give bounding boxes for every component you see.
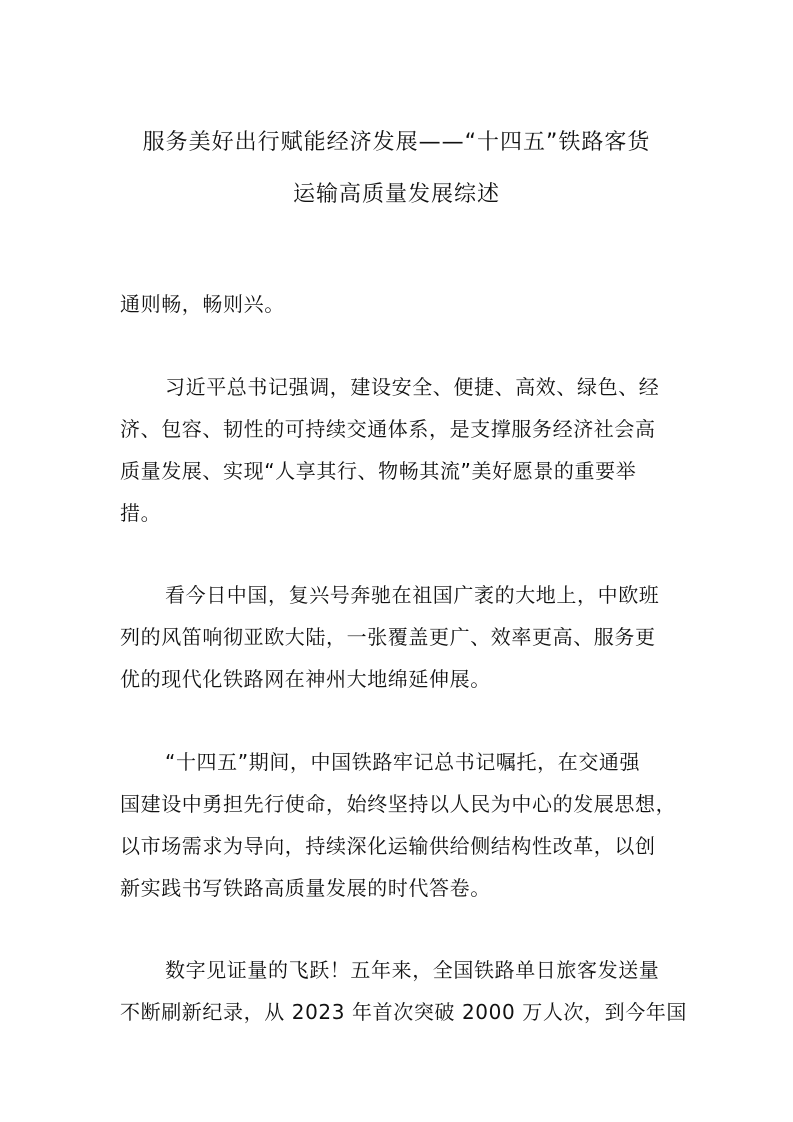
document-title-line-1: 服务美好出行赋能经济发展——“十四五”铁路客货 [142, 130, 651, 155]
paragraph-2-line-3: 质量发展、实现“人享其行、物畅其流”美好愿景的重要举 [120, 459, 637, 483]
paragraph-3-line-3: 优的现代化铁路网在神州大地绵延伸展。 [120, 667, 491, 691]
paragraph-4-line-3: 以市场需求为导向，持续深化运输供给侧结构性改革，以创 [120, 834, 656, 858]
paragraph-4-line-2: 国建设中勇担先行使命，始终坚持以人民为中心的发展思想， [120, 792, 677, 816]
paragraph-5-line-1: 数字见证量的飞跃！五年来，全国铁路单日旅客发送量 [165, 958, 660, 982]
paragraph-4-line-1: “十四五”期间，中国铁路牢记总书记嘱托，在交通强 [165, 750, 641, 774]
paragraph-2-line-4: 措。 [120, 501, 162, 525]
paragraph-3-line-2: 列的风笛响彻亚欧大陆，一张覆盖更广、效率更高、服务更 [120, 625, 656, 649]
paragraph-3-line-1: 看今日中国，复兴号奔驰在祖国广袤的大地上，中欧班 [165, 583, 660, 607]
document-title-line-2: 运输高质量发展综述 [292, 182, 500, 207]
paragraph-2-line-2: 济、包容、韧性的可持续交通体系，是支撑服务经济社会高 [120, 417, 656, 441]
paragraph-4-line-4: 新实践书写铁路高质量发展的时代答卷。 [120, 876, 491, 900]
paragraph-5-line-2: 不断刷新纪录，从 2023 年首次突破 2000 万人次，到今年国 [120, 1000, 688, 1024]
paragraph-2-line-1: 习近平总书记强调，建设安全、便捷、高效、绿色、经 [165, 375, 660, 399]
paragraph-1-line-1: 通则畅，畅则兴。 [120, 292, 285, 316]
